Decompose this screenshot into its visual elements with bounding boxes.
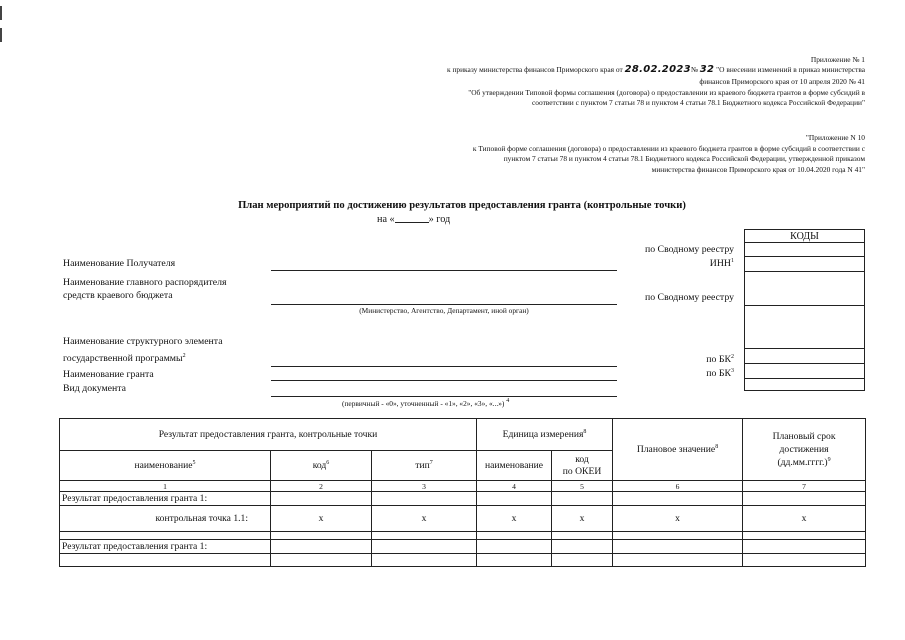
col-type-header <box>372 451 477 481</box>
col-type-footnote: 7 <box>429 460 433 466</box>
code-cell-inn[interactable] <box>745 257 865 272</box>
col-name-text: наименование <box>134 460 193 471</box>
table-row <box>60 492 866 506</box>
appendix10-line2: к Типовой форме соглашения (договора) о предоставлении из краевого бюджета грантов в форме субсидий в соответствии с <box>472 144 865 153</box>
inn-text: ИНН <box>709 258 731 269</box>
planned-term-footnote: 9 <box>827 457 831 463</box>
col-number: 2 <box>271 481 372 492</box>
table-cell[interactable] <box>372 532 477 540</box>
col-code-footnote: 6 <box>326 460 330 466</box>
table-cell[interactable] <box>372 540 477 554</box>
group-unit-text: Единица измерения <box>502 429 584 440</box>
table-row <box>60 554 866 567</box>
col-code-text: код <box>312 460 327 471</box>
bk-label-2 <box>706 368 734 380</box>
program-element-footnote: 2 <box>182 353 186 359</box>
x-mark: x <box>372 506 477 532</box>
handwritten-number: 32 <box>699 64 715 75</box>
subtitle-prefix: на « <box>377 214 395 225</box>
appendix1-line4: "Об утверждении Типовой формы соглашения (договора) о предоставлении из краевого бюджета грантов в форме субсидий в <box>468 88 865 97</box>
table-cell[interactable] <box>477 492 552 506</box>
code-cell-doc-type[interactable] <box>745 379 865 391</box>
result-1-label: Результат предоставления гранта 1: <box>60 492 271 506</box>
program-element-text: государственной программы <box>63 353 183 364</box>
x-mark: x <box>613 506 743 532</box>
doc-type-label: Вид документа <box>63 383 127 394</box>
program-element-label-2 <box>63 353 186 365</box>
planned-term-line-2: достижения <box>779 444 829 455</box>
registry-label-1: по Сводному реестру <box>644 244 734 255</box>
col-number: 5 <box>552 481 613 492</box>
code-cell-bk-2[interactable] <box>745 364 865 379</box>
group-unit-header <box>477 419 613 451</box>
bk-2-text: по БК <box>706 368 731 379</box>
col-number: 1 <box>60 481 271 492</box>
table-row <box>60 506 866 532</box>
planned-value-footnote: 8 <box>715 444 719 450</box>
x-mark: x <box>743 506 866 532</box>
col-number: 7 <box>743 481 866 492</box>
table-cell[interactable] <box>271 554 372 567</box>
table-cell[interactable] <box>271 492 372 506</box>
result-2-label: Результат предоставления гранта 1: <box>60 540 271 554</box>
table-cell[interactable] <box>477 532 552 540</box>
recipient-label: Наименование Получателя <box>63 258 176 269</box>
manager-field-line[interactable] <box>271 304 617 305</box>
checkpoint-label: контрольная точка 1.1: <box>60 506 271 532</box>
col-okei-header <box>552 451 613 481</box>
codes-header: КОДЫ <box>745 230 865 243</box>
scan-mark <box>0 6 2 20</box>
doc-type-note <box>342 399 509 408</box>
bk-label-1 <box>706 354 734 366</box>
group-unit-footnote: 8 <box>583 429 587 435</box>
checkpoints-table <box>59 418 866 567</box>
table-cell[interactable] <box>477 540 552 554</box>
table-cell[interactable] <box>743 554 866 567</box>
year-blank <box>395 213 429 223</box>
table-cell[interactable] <box>477 554 552 567</box>
doc-type-note-text: (первичный - «0», уточненный - «1», «2», «3», «...») <box>342 399 505 408</box>
code-cell-registry-2[interactable] <box>745 272 865 306</box>
appendix1-line5: соответствии с пунктом 7 статьи 78 и пунктом 4 статьи 78.1 Бюджетного кодекса Российской Федерации" <box>532 98 865 107</box>
table-cell[interactable] <box>613 532 743 540</box>
x-mark: x <box>477 506 552 532</box>
subtitle-suffix: » год <box>428 214 451 225</box>
manager-label-2: средств краевого бюджета <box>63 290 173 301</box>
number-sign: № <box>690 65 698 74</box>
table-row <box>60 540 866 554</box>
planned-term-line-3 <box>745 456 863 469</box>
grant-name-field-line[interactable] <box>271 380 617 381</box>
manager-label-1: Наименование главного распорядителя <box>63 277 227 288</box>
group-result-header: Результат предоставления гранта, контрольные точки <box>60 419 477 451</box>
col-number: 6 <box>613 481 743 492</box>
table-cell[interactable] <box>271 532 372 540</box>
table-cell[interactable] <box>743 492 866 506</box>
table-cell[interactable] <box>552 540 613 554</box>
table-row <box>60 532 866 540</box>
appendix1-line2-b: "О внесении изменений в приказ министерства <box>716 65 865 74</box>
appendix1-line2-a: к приказу министерства финансов Приморского края от <box>447 65 623 74</box>
manager-note: (Министерство, Агентство, Департамент, иной орган) <box>359 306 529 315</box>
table-cell[interactable] <box>60 554 271 567</box>
col-okei-line-1: код <box>575 453 589 465</box>
planned-term-header <box>743 419 866 481</box>
planned-value-header <box>613 419 743 481</box>
doc-type-note-footnote: 4 <box>506 398 510 404</box>
inn-label <box>710 258 734 270</box>
table-cell[interactable] <box>743 540 866 554</box>
code-cell-empty[interactable] <box>745 306 865 349</box>
inn-footnote: 1 <box>731 258 734 264</box>
table-cell[interactable] <box>372 492 477 506</box>
registry-label-2: по Сводному реестру <box>644 292 734 303</box>
x-mark: x <box>552 506 613 532</box>
table-cell[interactable] <box>552 492 613 506</box>
scan-mark <box>0 28 2 42</box>
table-cell[interactable] <box>613 554 743 567</box>
planned-value-text: Плановое значение <box>636 444 716 455</box>
bk-1-text: по БК <box>706 354 731 365</box>
col-number: 3 <box>372 481 477 492</box>
bk-2-footnote: 3 <box>731 368 734 374</box>
col-type-text: тип <box>415 460 430 471</box>
codes-box <box>744 229 865 391</box>
appendix10-line3: пунктом 7 статьи 78 и пунктом 4 статьи 78.1 Бюджетного кодекса Российской Федерации, утвержденной приказом <box>503 154 865 163</box>
appendix1-line3: финансов Приморского края от 10 апреля 2020 № 41 <box>699 77 865 86</box>
page-subtitle <box>377 213 450 225</box>
recipient-field-line[interactable] <box>271 270 617 271</box>
doc-type-field-line[interactable] <box>271 396 617 397</box>
page-title: План мероприятий по достижению результатов предоставления гранта (контрольные точки) <box>238 200 686 211</box>
appendix10-line4: министерства финансов Приморского края от 10.04.2020 года N 41" <box>651 165 865 174</box>
table-cell[interactable] <box>271 540 372 554</box>
table-cell[interactable] <box>552 532 613 540</box>
grant-name-label: Наименование гранта <box>63 369 154 380</box>
handwritten-date: 28.02.2023 <box>624 64 691 75</box>
col-code-header <box>271 451 372 481</box>
col-number: 4 <box>477 481 552 492</box>
table-cell[interactable] <box>372 554 477 567</box>
x-mark: x <box>271 506 372 532</box>
col-name-footnote: 5 <box>192 460 196 466</box>
table-cell[interactable] <box>613 540 743 554</box>
appendix1-line1: Приложение № 1 <box>810 55 865 64</box>
col-unit-name-header: наименование <box>477 451 552 481</box>
table-cell[interactable] <box>743 532 866 540</box>
table-cell[interactable] <box>552 554 613 567</box>
code-cell-bk-1[interactable] <box>745 349 865 364</box>
table-cell[interactable] <box>60 532 271 540</box>
program-element-label-1: Наименование структурного элемента <box>63 336 223 347</box>
code-cell-registry-1[interactable] <box>745 243 865 257</box>
appendix1-line2 <box>447 65 865 75</box>
bk-1-footnote: 2 <box>731 354 734 360</box>
planned-term-format: (дд.мм.гггг.) <box>777 457 828 468</box>
planned-term-line-1: Плановый срок <box>772 431 836 442</box>
col-okei-line-2: по ОКЕИ <box>562 465 602 477</box>
appendix10-line1: "Приложение N 10 <box>805 133 865 142</box>
program-element-field-line[interactable] <box>271 366 617 367</box>
table-cell[interactable] <box>613 492 743 506</box>
col-name-header <box>60 451 271 481</box>
